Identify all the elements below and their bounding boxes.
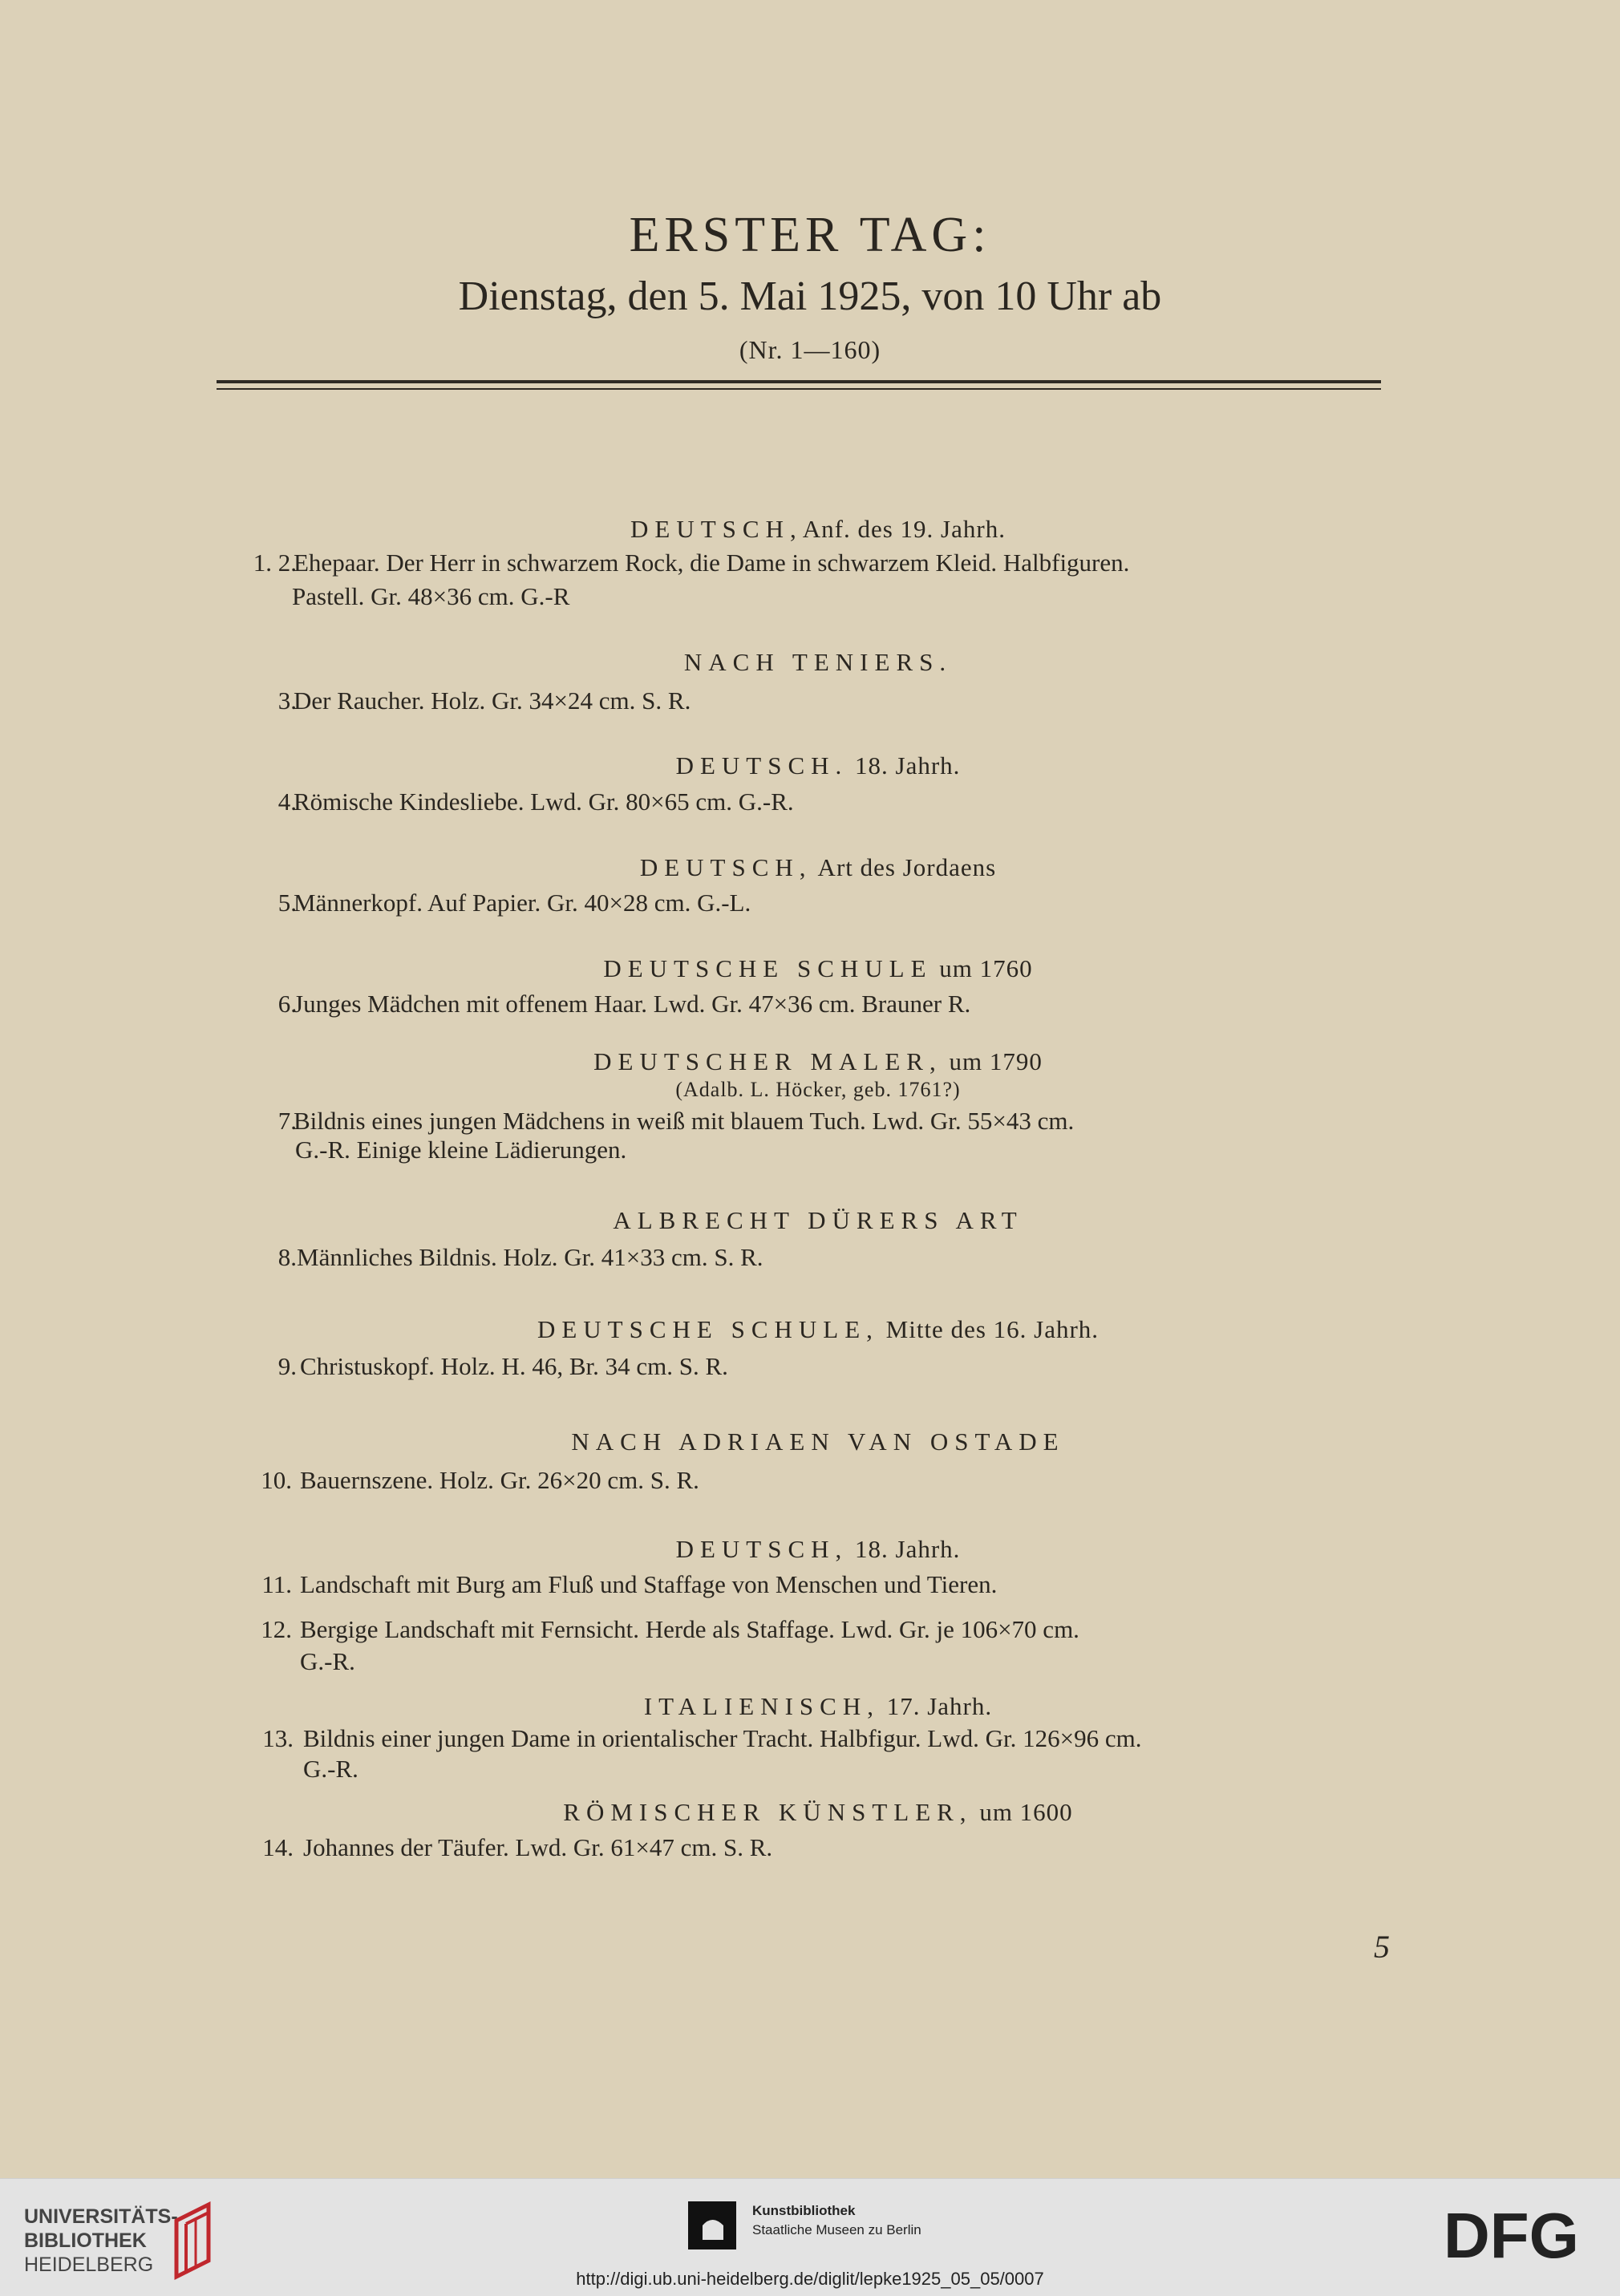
section-heading: DEUTSCH. 18. Jahrh. xyxy=(675,751,961,780)
lot-description: Männerkopf. Auf Papier. Gr. 40×28 cm. G.-L. xyxy=(294,889,751,917)
lot-number: 6. xyxy=(277,990,297,1018)
kunstbibliothek-wordmark[interactable]: Kunstbibliothek Staatliche Museen zu Berlin xyxy=(752,2203,921,2237)
lot-number: 1. 2. xyxy=(253,549,297,577)
lot-number: 13. xyxy=(262,1724,294,1752)
page-title: ERSTER TAG: xyxy=(629,208,991,262)
svg-text:DFG: DFG xyxy=(1444,2206,1579,2264)
lot-number: 3. xyxy=(277,686,297,715)
lot-number: 14. xyxy=(262,1833,294,1861)
lot-number: 5. xyxy=(277,889,297,917)
section-heading: DEUTSCH, 18. Jahrh. xyxy=(675,1535,961,1563)
lot-number: 7. xyxy=(277,1107,297,1135)
lot-description: Römische Kindesliebe. Lwd. Gr. 80×65 cm. G.-R. xyxy=(294,788,794,816)
lot-number: 12. xyxy=(261,1615,292,1643)
lot-description: Christuskopf. Holz. H. 46, Br. 34 cm. S. R. xyxy=(300,1352,728,1380)
lot-description: Männliches Bildnis. Holz. Gr. 41×33 cm. S. R. xyxy=(297,1243,763,1271)
kunstbibliothek-logo-icon[interactable] xyxy=(688,2201,744,2249)
section-heading: DEUTSCHE SCHULE um 1760 xyxy=(603,954,1033,982)
attribution-note: (Adalb. L. Höcker, geb. 1761?) xyxy=(675,1078,961,1101)
lot-description-line2: G.-R. xyxy=(303,1755,358,1783)
lot-description: Bildnis eines jungen Mädchens in weiß mit blauem Tuch. Lwd. Gr. 55×43 cm. xyxy=(294,1107,1075,1135)
lot-description-line2: G.-R. Einige kleine Lädierungen. xyxy=(295,1136,627,1164)
auction-date: Dienstag, den 5. Mai 1925, von 10 Uhr ab xyxy=(458,273,1162,319)
permalink-url[interactable]: http://digi.ub.uni-heidelberg.de/diglit/lepke1925_05_05/0007 xyxy=(576,2269,1044,2289)
lot-range: (Nr. 1—160) xyxy=(739,335,881,364)
lot-description-line2: Pastell. Gr. 48×36 cm. G.-R xyxy=(292,582,570,610)
lot-number: 4. xyxy=(277,788,297,816)
double-rule-top xyxy=(217,380,1381,383)
lot-description-line2: G.-R. xyxy=(300,1647,355,1675)
lot-description: Ehepaar. Der Herr in schwarzem Rock, die Dame in schwarzem Kleid. Halbfiguren. xyxy=(294,549,1130,577)
section-heading: DEUTSCH, Anf. des 19. Jahrh. xyxy=(630,515,1006,543)
lot-number: 11. xyxy=(261,1570,292,1598)
lot-description: Landschaft mit Burg am Fluß und Staffage von Menschen und Tieren. xyxy=(300,1570,998,1598)
section-heading: NACH TENIERS. xyxy=(683,648,953,676)
section-heading: NACH ADRIAEN VAN OSTADE xyxy=(571,1427,1065,1456)
section-heading: DEUTSCHE SCHULE, Mitte des 16. Jahrh. xyxy=(537,1315,1100,1343)
section-heading: RÖMISCHER KÜNSTLER, um 1600 xyxy=(563,1798,1073,1826)
section-heading: DEUTSCHER MALER, um 1790 xyxy=(593,1047,1043,1075)
double-rule-bottom xyxy=(217,388,1381,390)
lot-number: 8. xyxy=(277,1243,297,1271)
lot-number: 10. xyxy=(261,1466,292,1494)
lot-description: Bergige Landschaft mit Fernsicht. Herde als Staffage. Lwd. Gr. je 106×70 cm. xyxy=(300,1615,1079,1643)
lot-description: Johannes der Täufer. Lwd. Gr. 61×47 cm. S. R. xyxy=(303,1833,773,1861)
section-heading: ALBRECHT DÜRERS ART xyxy=(613,1206,1023,1234)
lot-description: Bauernszene. Holz. Gr. 26×20 cm. S. R. xyxy=(300,1466,699,1494)
heidelberg-library-wordmark[interactable]: UNIVERSITÄTS- BIBLIOTHEK HEIDELBERG xyxy=(24,2205,178,2276)
section-heading: DEUTSCH, Art des Jordaens xyxy=(639,853,997,881)
dfg-logo-icon[interactable] xyxy=(1444,2206,1596,2264)
lot-number: 9. xyxy=(277,1352,297,1380)
footer-bar xyxy=(0,2178,1620,2296)
page-number: 5 xyxy=(1374,1929,1390,1965)
lot-description: Junges Mädchen mit offenem Haar. Lwd. Gr. 47×36 cm. Brauner R. xyxy=(294,990,971,1018)
section-heading: ITALIENISCH, 17. Jahrh. xyxy=(643,1692,993,1720)
lot-description: Der Raucher. Holz. Gr. 34×24 cm. S. R. xyxy=(294,686,691,715)
lot-description: Bildnis einer jungen Dame in orientalischer Tracht. Halbfigur. Lwd. Gr. 126×96 cm. xyxy=(303,1724,1142,1752)
